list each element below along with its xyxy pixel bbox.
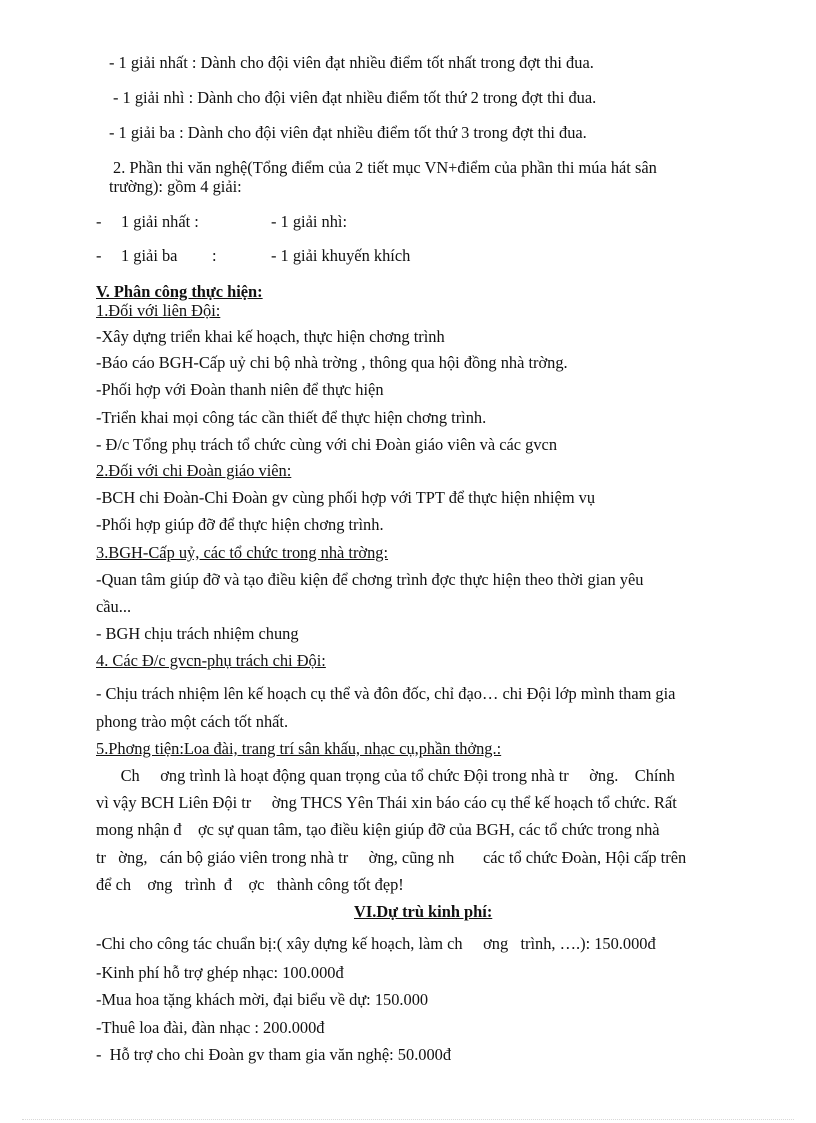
music-prize-second: - 1 giải nhì: — [271, 212, 348, 231]
section-v-sub4-heading: 4. Các Đ/c gvcn-phụ trách chi Đội: — [96, 651, 326, 670]
prize-third-line: - 1 giải ba : Dành cho đội viên đạt nhiều điểm tốt thứ 3 trong đợt thi đua. — [109, 123, 587, 142]
budget-item: -Kinh phí hỗ trợ ghép nhạc: 100.000đ — [96, 963, 344, 982]
sub3-item: - BGH chịu trách nhiệm chung — [96, 624, 299, 643]
prize-second-line: - 1 giải nhì : Dành cho đội viên đạt nhiều điểm tốt thứ 2 trong đợt thi đua. — [113, 88, 597, 107]
music-section-heading: 2. Phần thi văn nghệ(Tổng điểm của 2 tiết mục VN+điểm của phần thi múa hát sân — [113, 158, 657, 177]
section-vi-title: VI.Dự trù kinh phí: — [354, 902, 493, 921]
sub3-item: cầu... — [96, 597, 132, 616]
page-bottom-divider — [22, 1119, 794, 1120]
budget-item: - Hỗ trợ cho chi Đoàn gv tham gia văn nghệ: 50.000đ — [96, 1045, 452, 1064]
budget-item: -Chi cho công tác chuẩn bị:( xây dựng kế hoạch, làm ch ơng trình, ….): 150.000đ — [96, 934, 656, 953]
sub4-item: - Chịu trách nhiệm lên kế hoạch cụ thể và đôn đốc, chỉ đạo… chi Đội lớp mình tham gia — [96, 684, 676, 703]
section-v-sub2-heading: 2.Đối với chi Đoàn giáo viên: — [96, 461, 292, 480]
sub1-item: -Xây dựng triển khai kế hoạch, thực hiện chơng trình — [96, 327, 445, 346]
sub2-item: -BCH chi Đoàn-Chi Đoàn gv cùng phối hợp với TPT để thực hiện nhiệm vụ — [96, 488, 596, 507]
music-prize-encouragement: - 1 giải khuyến khích — [271, 246, 411, 265]
sub3-item: -Quan tâm giúp đỡ và tạo điều kiện để chơng trình đợc thực hiện theo thời gian yêu — [96, 570, 644, 589]
music-prize-dash: - — [96, 246, 102, 265]
prize-first-line: - 1 giải nhất : Dành cho đội viên đạt nhiều điểm tốt nhất trong đợt thi đua. — [109, 53, 594, 72]
budget-item: -Thuê loa đài, đàn nhạc : 200.000đ — [96, 1018, 325, 1037]
sub2-item: -Phối hợp giúp đỡ để thực hiện chơng trình. — [96, 515, 384, 534]
closing-paragraph-line: để ch ơng trình đ ợc thành công tốt đẹp! — [96, 875, 404, 894]
closing-paragraph-line: mong nhận đ ợc sự quan tâm, tạo điều kiện giúp đỡ của BGH, các tổ chức trong nhà — [96, 820, 660, 839]
section-v-sub1-heading: 1.Đối với liên Đội: — [96, 301, 221, 320]
sub1-item: -Triển khai mọi công tác cần thiết để thực hiện chơng trình. — [96, 408, 487, 427]
closing-paragraph-line: vì vậy BCH Liên Đội tr ờng THCS Yên Thái xin báo cáo cụ thể kế hoạch tổ chức. Rất — [96, 793, 677, 812]
music-prize-third: 1 giải ba — [121, 246, 178, 265]
budget-item: -Mua hoa tặng khách mời, đại biểu về dự: 150.000 — [96, 990, 429, 1009]
music-prize-first: 1 giải nhất : — [121, 212, 199, 231]
music-prize-dash: - — [96, 212, 102, 231]
music-section-heading-cont: trường): gồm 4 giải: — [109, 177, 242, 196]
section-v-title: V. Phân công thực hiện: — [96, 282, 263, 301]
section-v-sub3-heading: 3.BGH-Cấp uỷ, các tổ chức trong nhà trờng: — [96, 543, 389, 562]
sub1-item: - Đ/c Tổng phụ trách tổ chức cùng với chi Đoàn giáo viên và các gvcn — [96, 435, 558, 454]
closing-paragraph-line: Ch ơng trình là hoạt động quan trọng của tổ chức Đội trong nhà tr ờng. Chính — [96, 766, 675, 785]
sub1-item: -Báo cáo BGH-Cấp uỷ chi bộ nhà trờng , thông qua hội đồng nhà trờng. — [96, 353, 568, 372]
section-v-sub5-heading: 5.Phơng tiện:Loa đài, trang trí sân khấu, nhạc cụ,phần thởng.: — [96, 739, 502, 758]
closing-paragraph-line: tr ờng, cán bộ giáo viên trong nhà tr ờng, cũng nh các tổ chức Đoàn, Hội cấp trên — [96, 848, 687, 867]
music-prize-colon: : — [212, 246, 217, 265]
sub4-item: phong trào một cách tốt nhất. — [96, 712, 289, 731]
sub1-item: -Phối hợp với Đoàn thanh niên để thực hiện — [96, 380, 384, 399]
